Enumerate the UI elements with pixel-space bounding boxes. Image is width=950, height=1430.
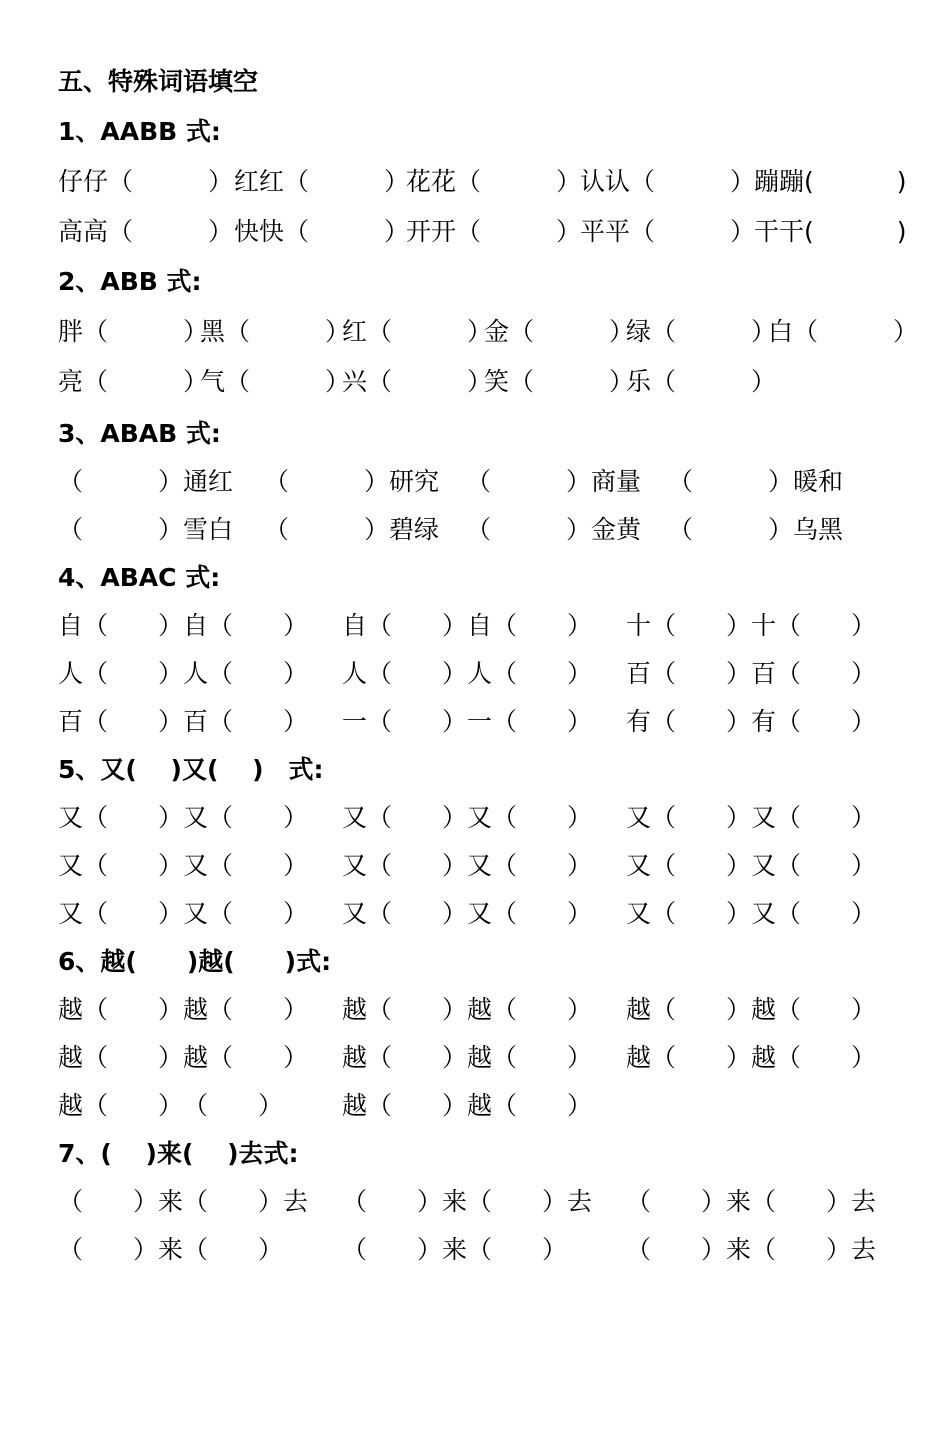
section-3-row-1	[58, 462, 844, 502]
fill-item: 十（ ）十（ ）	[626, 611, 877, 640]
fill-item: 金（ ）	[484, 317, 635, 346]
section-4-row-1	[58, 606, 877, 646]
section-6-row-1	[58, 990, 877, 1030]
fill-item: 自（ ）自（ ）	[58, 611, 309, 640]
fill-item: 花花（ ）	[406, 167, 582, 196]
fill-item: 又（ ）又（ ）	[58, 851, 309, 880]
fill-item: 又（ ）又（ ）	[626, 803, 877, 832]
fill-item: （ ）来（ ）去	[626, 1235, 877, 1264]
fill-item: 笑（ ）	[484, 367, 635, 396]
fill-item: 越（ ） （ ）	[58, 1091, 284, 1120]
section-1-row-2	[58, 212, 907, 252]
fill-item: 越（ ）越（ ）	[58, 1043, 309, 1072]
section-4-heading: 4、ABAC 式:	[58, 563, 221, 592]
section-2-row-1	[58, 312, 919, 352]
fill-item: 兴（ ）	[342, 367, 493, 396]
fill-item: （ ）来（ ）	[58, 1235, 284, 1264]
section-3-row-2	[58, 510, 844, 550]
fill-item: （ ）来（ ）去	[626, 1187, 877, 1216]
fill-item: 又（ ）又（ ）	[626, 899, 877, 928]
fill-item: 百（ ）百（ ）	[58, 707, 309, 736]
fill-item: 黑（ ）	[200, 317, 351, 346]
fill-item: 仔仔（ ）	[58, 167, 234, 196]
fill-item: 乐（ ）	[626, 367, 777, 396]
fill-item: 快快（ ）	[234, 217, 410, 246]
fill-item: 认认（ ）	[580, 167, 756, 196]
section-5-row-3	[58, 894, 877, 934]
fill-item: 又（ ）又（ ）	[58, 899, 309, 928]
fill-item: 越（ ）越（ ）	[58, 995, 309, 1024]
fill-item: 又（ ）又（ ）	[58, 803, 309, 832]
fill-item: （ ）碧绿	[264, 515, 440, 544]
fill-item: （ ）来（ ）	[342, 1235, 568, 1264]
fill-item: 又（ ）又（ ）	[342, 803, 593, 832]
section-2-row-2	[58, 362, 777, 402]
section-3-heading: 3、ABAB 式:	[58, 419, 221, 448]
fill-item: （ ）来（ ）去	[58, 1187, 309, 1216]
section-7-row-2	[58, 1230, 877, 1270]
fill-item: 一（ ）一（ ）	[342, 707, 593, 736]
fill-item: 又（ ）又（ ）	[626, 851, 877, 880]
fill-item: （ ）研究	[264, 467, 440, 496]
section-2-heading: 2、ABB 式:	[58, 267, 202, 296]
section-4-row-2	[58, 654, 877, 694]
fill-item: 干干( )	[754, 217, 907, 246]
section-6-row-2	[58, 1038, 877, 1078]
section-7-heading: 7、( )来( )去式:	[58, 1139, 299, 1168]
fill-item: （ ）雪白	[58, 515, 234, 544]
fill-item: （ ）来（ ）去	[342, 1187, 593, 1216]
section-1-heading: 1、AABB 式:	[58, 117, 221, 146]
fill-item: 气（ ）	[200, 367, 351, 396]
section-7-row-1	[58, 1182, 877, 1222]
fill-item: 开开（ ）	[406, 217, 582, 246]
section-5-row-2	[58, 846, 877, 886]
section-5-row-1	[58, 798, 877, 838]
section-1-row-1	[58, 162, 907, 202]
fill-item: 绿（ ）	[626, 317, 777, 346]
fill-item: 白（ ）	[768, 317, 919, 346]
fill-item: 蹦蹦( )	[754, 167, 907, 196]
fill-item: 越（ ）越（ ）	[626, 1043, 877, 1072]
fill-item: 红红（ ）	[234, 167, 410, 196]
fill-item: 越（ ）越（ ）	[342, 995, 593, 1024]
fill-item: 越（ ）越（ ）	[342, 1091, 593, 1120]
fill-item: 高高（ ）	[58, 217, 234, 246]
section-6-heading: 6、越( )越( )式:	[58, 947, 332, 976]
fill-item: 又（ ）又（ ）	[342, 851, 593, 880]
fill-item: 平平（ ）	[580, 217, 756, 246]
fill-item: （ ）通红	[58, 467, 234, 496]
fill-item: 越（ ）越（ ）	[342, 1043, 593, 1072]
fill-item: 胖（ ）	[58, 317, 209, 346]
page-title: 五、特殊词语填空	[58, 67, 259, 96]
fill-item: 红（ ）	[342, 317, 493, 346]
fill-item: （ ）暖和	[668, 467, 844, 496]
fill-item: （ ）乌黑	[668, 515, 844, 544]
fill-item: （ ）金黄	[466, 515, 642, 544]
section-5-heading: 5、又( )又( ) 式:	[58, 755, 324, 784]
fill-item: 亮（ ）	[58, 367, 209, 396]
fill-item: 自（ ）自（ ）	[342, 611, 593, 640]
section-4-row-3	[58, 702, 877, 742]
fill-item: 有（ ）有（ ）	[626, 707, 877, 736]
fill-item: （ ）商量	[466, 467, 642, 496]
fill-item: 百（ ）百（ ）	[626, 659, 877, 688]
section-6-row-3	[58, 1086, 593, 1126]
fill-item: 又（ ）又（ ）	[342, 899, 593, 928]
fill-item: 人（ ）人（ ）	[342, 659, 593, 688]
fill-item: 人（ ）人（ ）	[58, 659, 309, 688]
fill-item: 越（ ）越（ ）	[626, 995, 877, 1024]
